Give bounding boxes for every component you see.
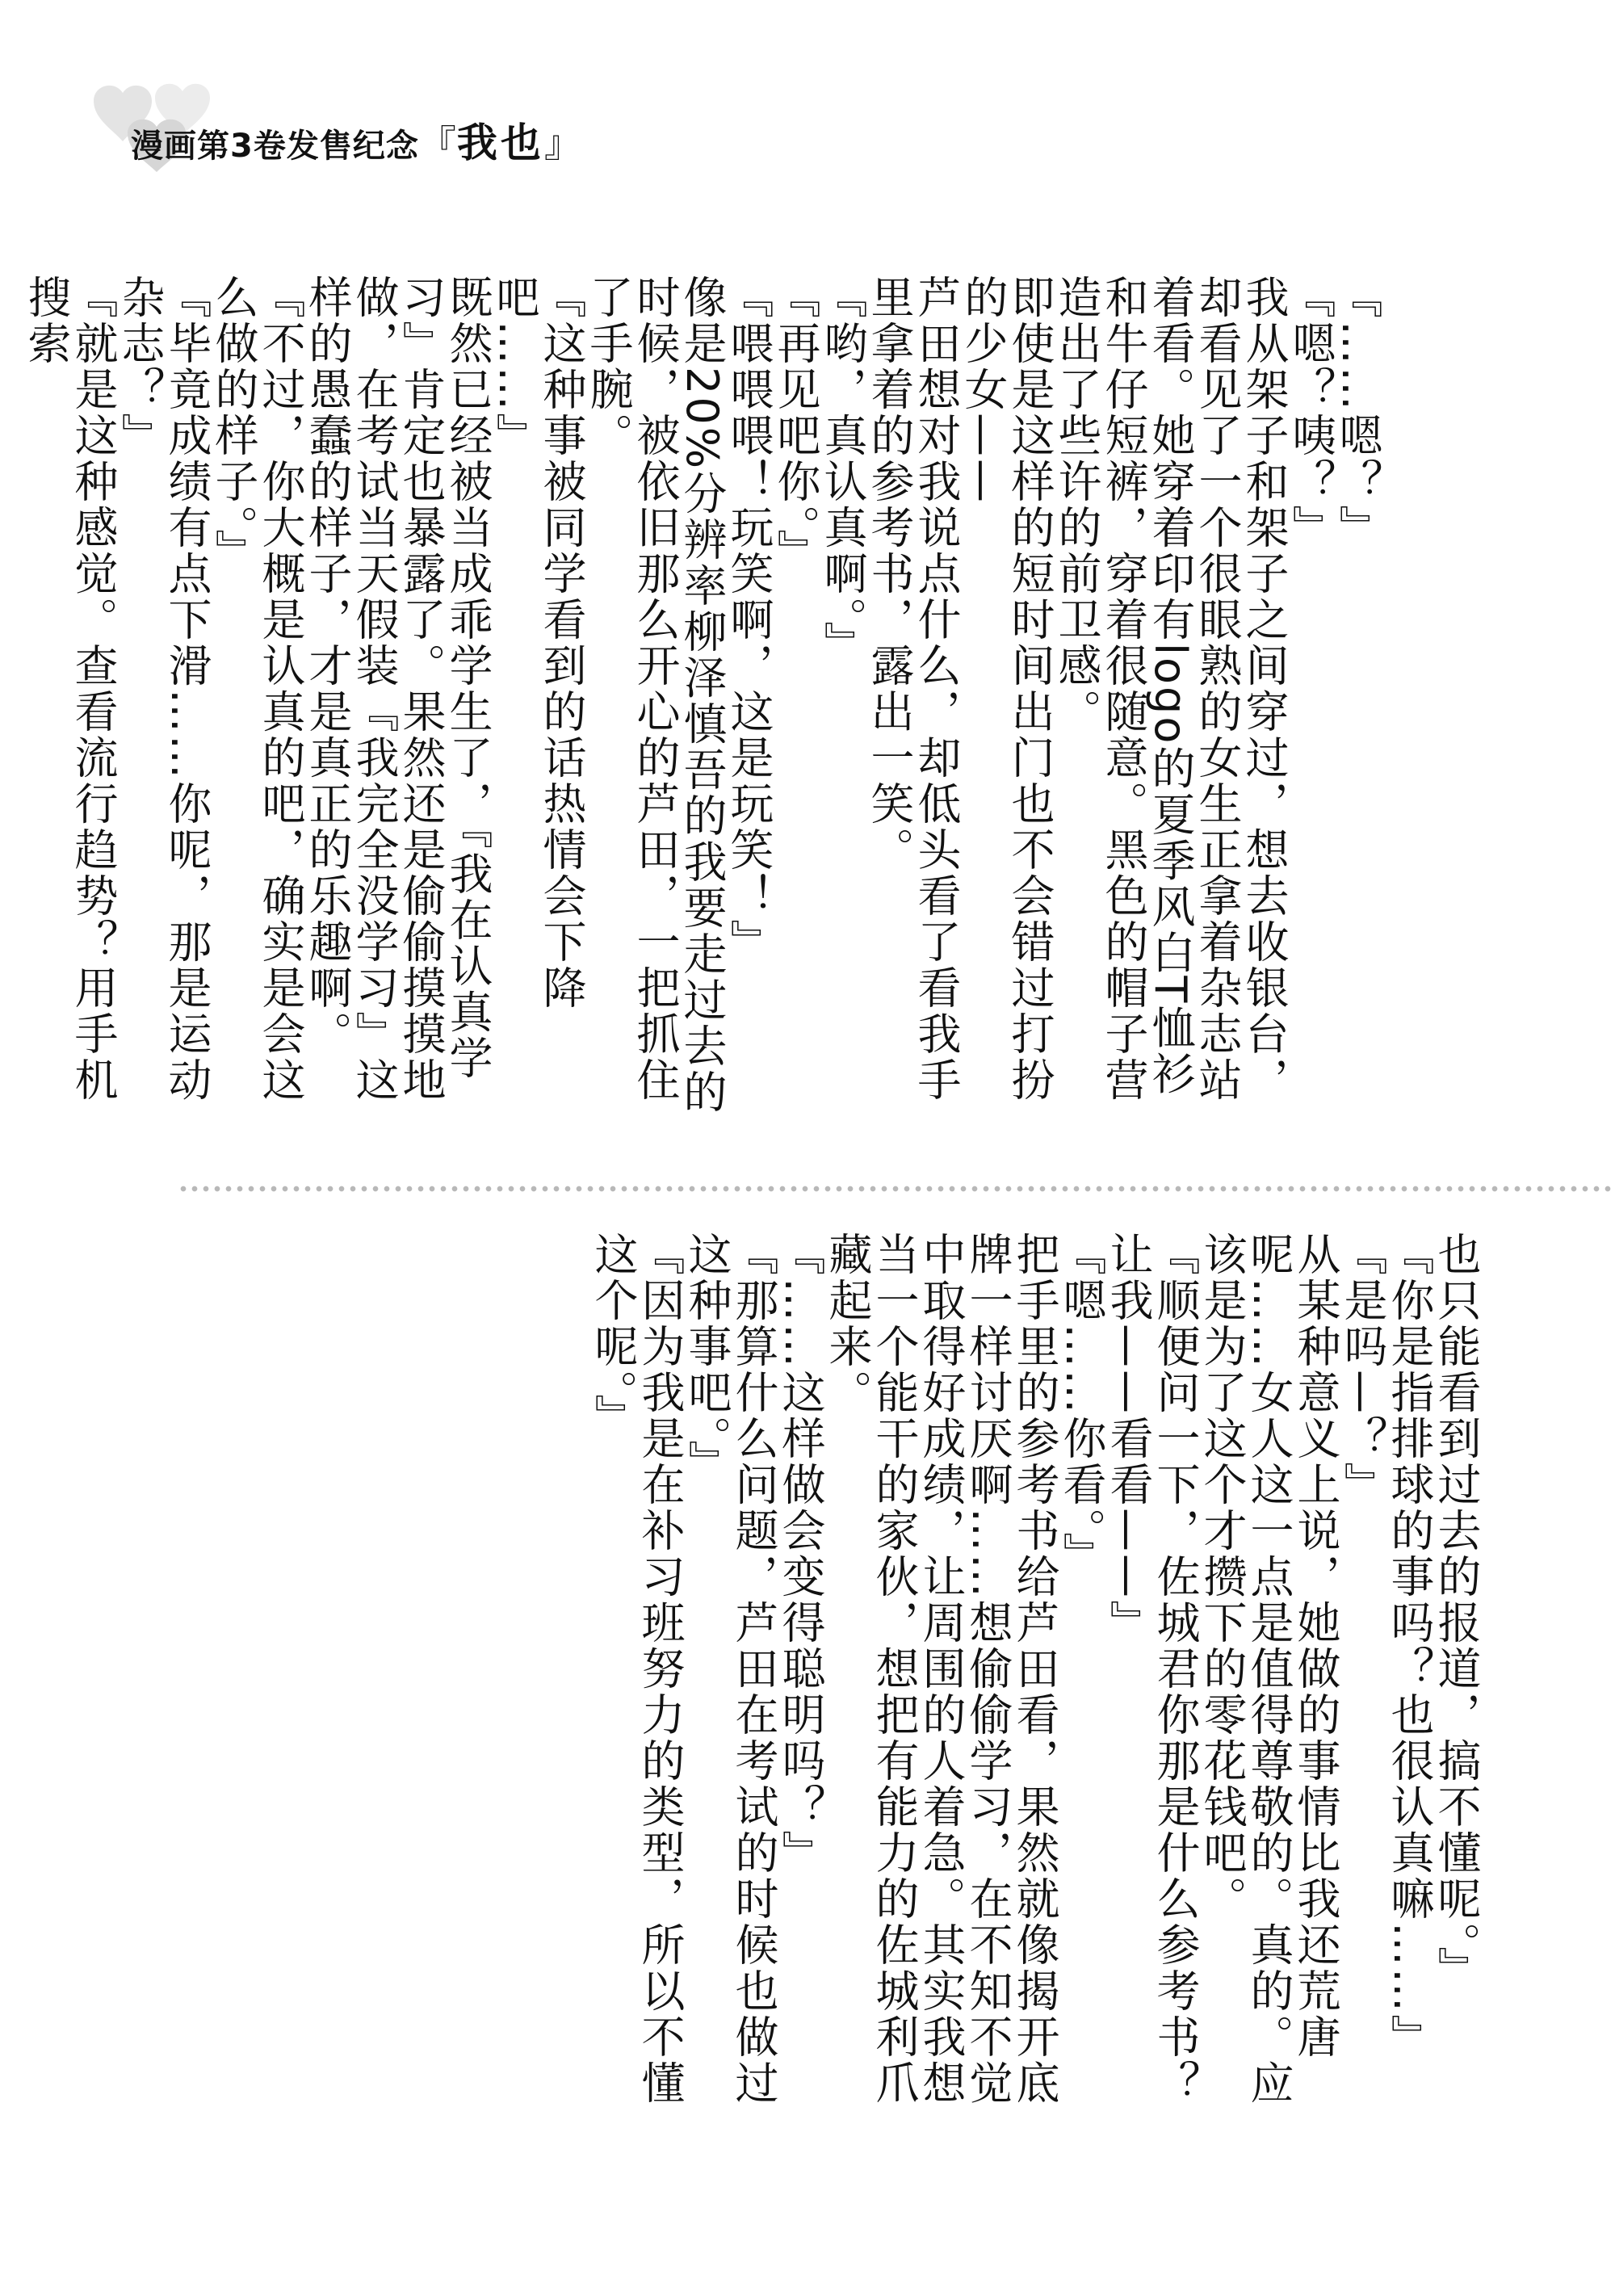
text-line: 芦田想对我说点什么，却低头看了看我手里拿着的参考书，露出一笑。 <box>864 275 962 1103</box>
text-line: 『那算什么问题，芦田在考试的时候也做过这种事吧。』 <box>682 1232 779 2106</box>
text-line: 『这种事被同学看到的话热情会下降吧……』 <box>489 275 587 1011</box>
text-line: 『……嗯？』 <box>1332 275 1383 551</box>
text-line: 像是20%分辨率柳泽慎吾的我要走过去的时候，被依旧那么开心的芦田，一把抓住了手腕。 <box>583 275 728 1116</box>
text-line: 『哟，真认真啊。』 <box>817 275 868 667</box>
title-bracket-open: 『 <box>418 122 457 166</box>
title-bracket-close: 』 <box>543 122 582 166</box>
text-line: 『嗯……你看。』 <box>1056 1232 1107 1578</box>
text-line: 也只能看到过去的报道，搞不懂呢。』 <box>1431 1232 1482 1992</box>
text-line: 『再见吧你。』 <box>770 275 821 575</box>
page-title <box>131 111 582 169</box>
text-line: 即使是这样的短时间出门也不会错过打扮的少女—— <box>958 275 1055 1103</box>
text-line: 我从架子和架子之间穿过，想去收银台，却看见了一个很眼熟的女生正拿着杂志站着看。她穿着印有logo的夏季风白T恤衫和牛仔短裤，穿着很随意。黑色的帽子营造出了些许的前卫感。 <box>1051 275 1290 1103</box>
text-line: 『嗯？咦？』 <box>1286 275 1336 551</box>
text-line: 『因为我是在补习班努力的类型，所以不懂这个呢。』 <box>588 1232 686 2106</box>
text-line: 把手里的参考书给芦田看，果然就像揭开底牌一样讨厌啊……想偷偷学习，在不知不觉中取得好成绩，让周围的人着急。其实我想当一个能干的家伙，想把有能力的佐城利爪藏起来。 <box>822 1232 1060 2106</box>
text-line: 『就是这种感觉。查看流行趋势？用手机搜索 <box>21 275 119 1103</box>
text-line: 既然已经被当成乖学生了，『我在认真学习』肯定也暴露了。果然还是偷偷摸摸地做，在考试当天假装『我完全没学习』这样的愚蠢的样子，才是真正的乐趣啊。 <box>302 275 493 1103</box>
text-line: 『……这样做会变得聪明吗？』 <box>775 1232 826 1876</box>
bottom-text-block <box>422 1232 1482 2148</box>
text-line: 『顺便问一下，佐城君你那是什么参考书？让我——看看——』 <box>1103 1232 1201 2106</box>
title-main: 我也 <box>456 120 544 166</box>
text-line: 『是吗—？』 <box>1337 1232 1388 1508</box>
text-line: 从某种意义上说，她做的事情比我还荒唐呢……女人这一点是值得尊敬的。真的。应该是为了这个才攒下的零花钱吧。 <box>1197 1232 1341 2106</box>
title-prefix: 漫画第3卷发售纪念 <box>131 128 419 165</box>
text-line: 『喂喂喂！玩笑啊，这是玩笑！』 <box>724 275 774 965</box>
page-header <box>89 77 735 174</box>
text-line: 『不过，你大概是认真的吧，确实是会这么做的样子。』 <box>208 275 306 1103</box>
text-line: 『你是指排球的事吗？也很认真嘛……』 <box>1384 1232 1435 2060</box>
text-line: 『毕竟成绩有点下滑……你呢，那是运动杂志？』 <box>115 275 212 1103</box>
top-text-block <box>21 275 1383 1131</box>
dotted-divider <box>178 1185 1615 1193</box>
